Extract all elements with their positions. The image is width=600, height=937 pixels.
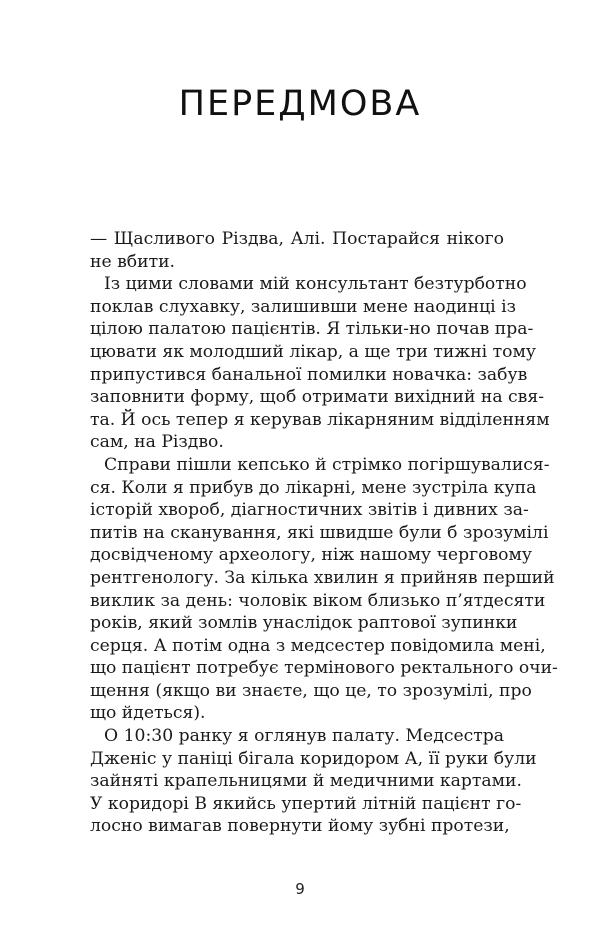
text-line: ся. Коли я прибув до лікарні, мене зустріла купа bbox=[90, 477, 537, 498]
text-line: історій хвороб, діагностичних звітів і дивних за- bbox=[90, 500, 529, 521]
text-line: що пацієнт потребує термінового ректального очи- bbox=[90, 658, 558, 679]
text-line: поклав слухавку, залишивши мене наодинці із bbox=[90, 296, 516, 317]
text-line: Із цими словами мій консультант безтурботно bbox=[104, 274, 527, 295]
text-line: цілою палатою пацієнтів. Я тільки-но почав пра- bbox=[90, 319, 534, 340]
paragraph bbox=[90, 228, 504, 273]
text-line: років, який зомлів унаслідок раптової зупинки bbox=[90, 613, 518, 634]
text-line: цювати як молодший лікар, а ще три тижні тому bbox=[90, 341, 536, 362]
text-line: та. Й ось тепер я керував лікарняним відділенням bbox=[90, 409, 550, 430]
paragraph bbox=[90, 725, 537, 838]
text-line: виклик за день: чоловік віком близько п’ятдесяти bbox=[90, 590, 546, 611]
text-line: О 10:30 ранку я оглянув палату. Медсестра bbox=[104, 726, 504, 747]
text-line: У коридорі В якийсь упертий літній пацієнт го- bbox=[90, 793, 522, 814]
page-number: 9 bbox=[295, 880, 305, 898]
text-line: питів на сканування, які швидше були б зрозумілі bbox=[90, 522, 549, 543]
text-line: щення (якщо ви знаєте, що це, то зрозумілі, про bbox=[90, 680, 532, 701]
chapter-title: ПЕРЕДМОВА bbox=[178, 84, 422, 124]
text-line: припустився банальної помилки новачка: забув bbox=[90, 364, 528, 385]
text-line: зайняті крапельницями й медичними картами. bbox=[90, 771, 522, 792]
text-line: не вбити. bbox=[90, 251, 175, 272]
text-line: Справи пішли кепсько й стрімко погіршувалися- bbox=[104, 454, 550, 475]
text-line: сам, на Різдво. bbox=[90, 432, 224, 453]
text-line: лосно вимагав повернути йому зубні протези, bbox=[90, 816, 510, 837]
text-line: — Щасливого Різдва, Алі. Постарайся нікого bbox=[90, 229, 504, 249]
text-line: що йдеться). bbox=[90, 703, 206, 724]
text-line: заповнити форму, щоб отримати вихідний на свя- bbox=[90, 387, 545, 408]
chapter-body bbox=[90, 228, 558, 838]
text-line: Дженіс у паніці бігала коридором А, її руки були bbox=[90, 748, 537, 769]
text-line: серця. А потім одна з медсестер повідомила мені, bbox=[90, 635, 546, 656]
paragraph bbox=[90, 273, 550, 454]
text-line: досвідченому археологу, ніж нашому черговому bbox=[90, 545, 532, 566]
text-line: рентгенологу. За кілька хвилин я прийняв перший bbox=[90, 567, 555, 588]
paragraph bbox=[90, 454, 558, 725]
